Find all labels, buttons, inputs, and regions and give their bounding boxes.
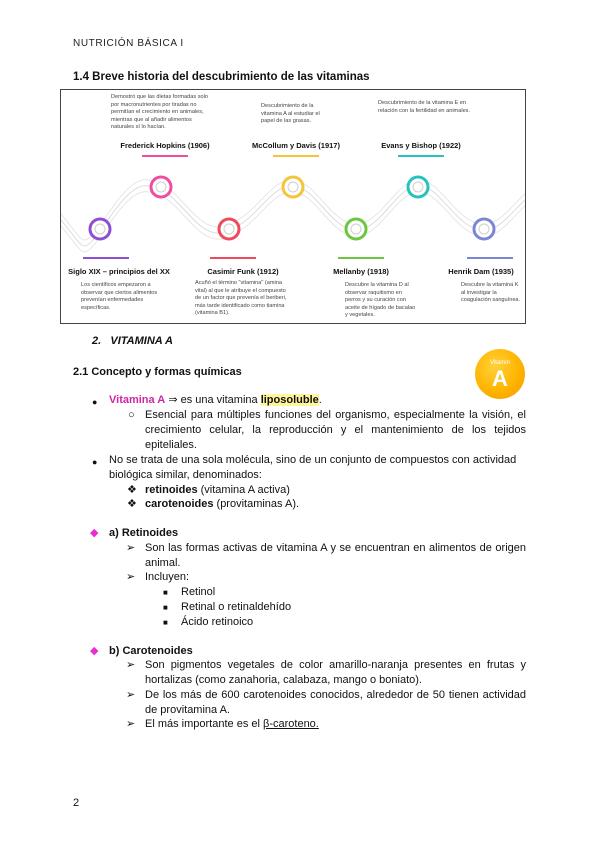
item-retinoides: retinoides (vitamina A activa) (145, 484, 290, 496)
timeline-name-evans: Evans y Bishop (1922) (381, 141, 461, 150)
diamond-bullet-icon: ❖ (127, 484, 137, 496)
arrow-bullet-icon: ➢ (126, 571, 136, 583)
timeline-desc-mellanby: Descubre la vitamina D al observar raquitismo en perros y su curación con aceite de hígado de bacalao y vegetales. (345, 282, 416, 319)
timeline-desc-mccollum: Descubrimiento de la vitamina A al estudiar el papel de las grasas. (261, 103, 320, 125)
timeline-desc-evans: Descubrimiento de la vitamina E en relación con la fertilidad en animales. (378, 100, 471, 114)
timeline-name-dam: Henrik Dam (1935) (448, 267, 514, 276)
timeline-desc-dam: Descubre la vitamina K al investigar la coagulación sanguínea. (461, 282, 521, 304)
timeline-name-mccollum: McCollum y Davis (1917) (252, 141, 340, 150)
bullet-icon: ● (92, 457, 98, 467)
timeline-name-funk: Casimir Funk (1912) (207, 267, 279, 276)
document-header: NUTRICIÓN BÁSICA I (73, 38, 184, 49)
section-heading-2: 2. VITAMINA A (92, 335, 173, 347)
carotenoides-description: Son pigmentos vegetales de color amarillo-naranja presentes en frutas y hortalizas (como zanahoria, calabaza, mango o boniato). (145, 659, 526, 686)
vitamin-history-timeline (60, 89, 526, 324)
vitamin-a-badge-icon: Vitamin A (475, 349, 525, 399)
timeline-name-mellanby: Mellanby (1918) (333, 267, 389, 276)
arrow-bullet-icon: ➢ (126, 542, 136, 554)
timeline-bar-hopkins (142, 155, 188, 157)
timeline-desc-funk: Acuñó el término "vitamina" (amina vital) al que le atribuye el compuesto de un factor que prevenía el beriberi, más tarde identificado como tiamina (vitamina B1). (195, 280, 287, 317)
square-bullet-icon: ■ (163, 588, 168, 597)
timeline-node-hopkins (151, 177, 171, 197)
timeline-node-mellanby (346, 219, 366, 239)
section-heading-2-1: 2.1 Concepto y formas químicas (73, 366, 242, 378)
timeline-name-siglo-xix: Siglo XIX – principios del XX (68, 267, 170, 276)
retinoid-item: Retinal o retinaldehído (181, 601, 292, 613)
diamond-bullet-icon: ❖ (127, 498, 137, 510)
retinoid-item: Ácido retinoico (181, 616, 254, 628)
arrow-bullet-icon: ➢ (126, 659, 136, 671)
timeline-bar-dam (467, 257, 513, 259)
section-heading-1-4: 1.4 Breve historia del descubrimiento de las vitaminas (73, 71, 370, 83)
arrow-bullet-icon: ➢ (126, 718, 136, 730)
carotenoides-beta-caroteno: El más importante es el β-caroteno. (145, 718, 319, 730)
timeline-node-dam (474, 219, 494, 239)
square-bullet-icon: ■ (163, 603, 168, 612)
heading-carotenoides: b) Carotenoides (109, 645, 193, 657)
bullet-icon: ● (92, 397, 98, 407)
heading-retinoides: a) Retinoides (109, 527, 179, 539)
timeline-bar-mellanby (338, 257, 384, 259)
retinoides-description: Son las formas activas de vitamina A y se encuentran en alimentos de origen animal. (145, 542, 526, 569)
wave-line (61, 192, 525, 252)
timeline-desc-hopkins: Demostró que las dietas formadas solo por macronutrientes por tiradas no permitían el crecimiento en animales, mientras que al añadir alimentos naturales sí lo hacían. (111, 94, 209, 131)
carotenoides-count: De los más de 600 carotenoides conocidos, alrededor de 50 tienen actividad de provitamina A. (145, 689, 526, 716)
pink-diamond-icon: ◆ (90, 527, 99, 539)
item-carotenoides: carotenoides (provitaminas A). (145, 498, 300, 510)
timeline-desc-siglo-xix: Los científicos empezaron a observar que ciertos alimentos prevenían enfermedades específicas. (81, 282, 158, 311)
bullet-compuestos: No se trata de una sola molécula, sino de un conjunto de compuestos con actividad biológica similar, denominados: (109, 454, 517, 481)
beta-caroteno-link[interactable]: β-caroteno. (263, 718, 319, 730)
timeline-node-evans (408, 177, 428, 197)
timeline-bar-evans (398, 155, 444, 157)
timeline-node-mccollum (283, 177, 303, 197)
timeline-bar-funk (210, 257, 256, 259)
timeline-name-hopkins: Frederick Hopkins (1906) (120, 141, 210, 150)
page-number: 2 (73, 797, 80, 809)
bullet-vitamina-a-functions: Esencial para múltiples funciones del organismo, especialmente la visión, el crecimiento celular, la reproducción y el mantenimiento de los tejidos epiteliales. (145, 409, 526, 451)
timeline-bar-mccollum (273, 155, 319, 157)
pink-diamond-icon: ◆ (90, 645, 99, 657)
square-bullet-icon: ■ (163, 618, 168, 627)
arrow-bullet-icon: ➢ (126, 689, 136, 701)
timeline-bar-siglo-xix (83, 257, 129, 259)
retinoid-item: Retinol (181, 586, 216, 598)
bullet-vitamina-a: Vitamina A ⇒ es una vitamina liposoluble. (109, 394, 322, 406)
retinoides-incluyen: Incluyen: (145, 571, 190, 583)
timeline-node-funk (219, 219, 239, 239)
timeline-node-siglo-xix (90, 219, 110, 239)
circle-bullet-icon: ○ (128, 409, 135, 421)
